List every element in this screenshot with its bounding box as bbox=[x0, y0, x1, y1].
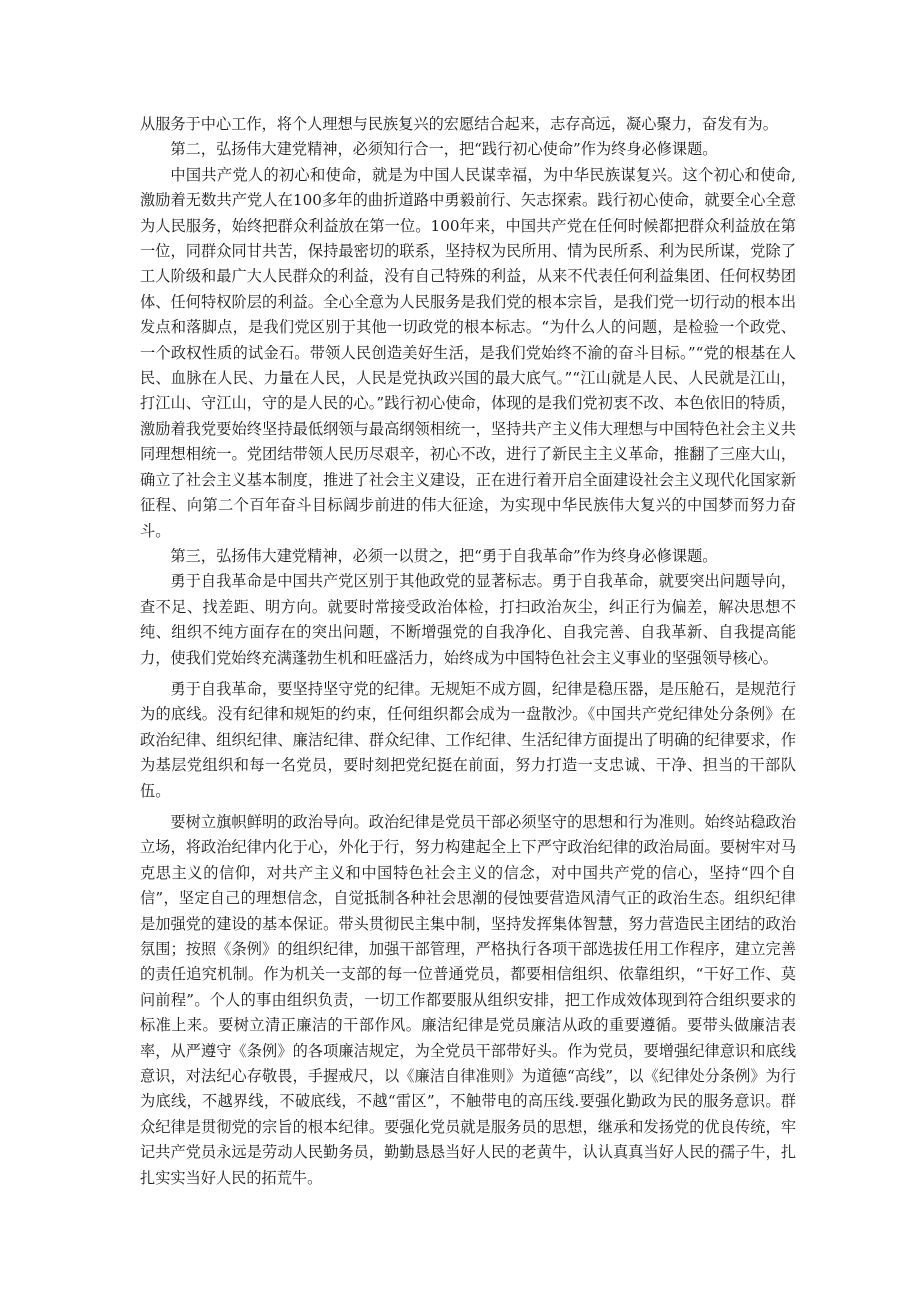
document-page bbox=[140, 112, 796, 1191]
heading-third-point: 第三，弘扬伟大建党精神，必须一以贯之，把“勇于自我革命”作为终身必修课题。 bbox=[170, 546, 718, 565]
heading-second-point: 第二，弘扬伟大建党精神，必须知行合一，把“践行初心使命”作为终身必修课题。 bbox=[170, 140, 718, 159]
paragraph-continuation: 从服务于中心工作，将个人理想与民族复兴的宏愿结合起来，志存高远，凝心聚力，奋发有为。 bbox=[140, 115, 778, 133]
paragraph-political-orientation: 要树立旗帜鲜明的政治导向。政治纪律是党员干部必须坚守的思想和行为准则。始终站稳政治立场，将政治纪律内化于心，外化于行，努力构建起全上下严守政治纪律的政治局面。要树牢对马克思主义的信仰，对共产主义和中国特色社会主义的信念，对中国共产党的信心，坚持“四个自信”，坚定自己的理想信念，自觉抵制各种社会思潮的侵蚀要营造风清气正的政治生态。组织纪律是加强党的建设的基本保证。带头贯彻民主集中制，坚持发挥集体智慧，努力营造民主团结的政治氛围；按照《条例》的组织纪律，加强干部管理，严格执行各项干部选拔任用工作程序，建立完善的责任追究机制。作为机关一支部的每一位普通党员，都要相信组织、依靠组织，“干好工作、莫问前程”。个人的事由组织负责，一切工作都要服从组织安排，把工作成效体现到符合组织要求的标准上来。要树立清正廉洁的干部作风。廉洁纪律是党员廉洁从政的重要遵循。要带头做廉洁表率，从严遵守《条例》的各项廉洁规定，为全党员干部带好头。作为党员，要增强纪律意识和底线意识，对法纪心存敬畏，手握戒尺，以《廉洁自律准则》为道德“高线”，以《纪律处分条例》为行为底线，不越界线，不破底线，不越“雷区”，不触带电的高压线.要强化勤政为民的服务意识。群众纪律是贯彻党的宗旨的根本纪律。要强化党员就是服务员的思想，继承和发扬党的优良传统，牢记共产党员永远是劳动人民勤务员，勤勤恳恳当好人民的老黄牛，认认真真当好人民的孺子牛，扎扎实实当好人民的拓荒牛。 bbox=[140, 812, 796, 1187]
paragraph-party-discipline: 勇于自我革命，要坚持坚守党的纪律。无规矩不成方圆，纪律是稳压器，是压舱石，是规范行为的底线。没有纪律和规矩的约束，任何组织都会成为一盘散沙。《中国共产党纪律处分条例》在政治纪律、组织纪律、廉洁纪律、群众纪律、工作纪律、生活纪律方面提出了明确的纪律要求，作为基层党组织和每一名党员，要时刻把党纪挺在前面，努力打造一支忠诚、干净、担当的干部队伍。 bbox=[140, 679, 796, 800]
paragraph-self-revolution: 勇于自我革命是中国共产党区别于其他政党的显著标志。勇于自我革命，就要突出问题导向，查不足、找差距、明方向。就要时常接受政治体检，打扫政治灰尘，纠正行为偏差，解决思想不纯、组织不纯方面存在的突出问题，不断增强党的自我净化、自我完善、自我革新、自我提高能力，使我们党始终充满蓬勃生机和旺盛活力，始终成为中国特色社会主义事业的坚强领导核心。 bbox=[140, 572, 796, 667]
paragraph-original-mission: 中国共产党人的初心和使命，就是为中国人民谋幸福，为中华民族谋复兴。这个初心和使命,激励着无数共产党人在100多年的曲折道路中勇毅前行、矢志探索。践行初心使命，就要全心全意为人民服务，始终把群众利益放在第一位。100年来，中国共产党在任何时候都把群众利益放在第一位，同群众同甘共苦，保持最密切的联系，坚持权为民所用、情为民所系、利为民所谋，党除了工人阶级和最广大人民群众的利益，没有自己特殊的利益，从来不代表任何利益集团、任何权势团体、任何特权阶层的利益。全心全意为人民服务是我们党的根本宗旨，是我们党一切行动的根本出发点和落脚点，是我们党区别于其他一切政党的根本标志。“为什么人的问题，是检验一个政党、一个政权性质的试金石。带领人民创造美好生活，是我们党始终不渝的奋斗目标。”“党的根基在人民、血脉在人民、力量在人民，人民是党执政兴国的最大底气。”“江山就是人民、人民就是江山，打江山、守江山，守的是人民的心。”践行初心使命，体现的是我们党初衷不改、本色依旧的特质，激励着我党要始终坚持最低纲领与最高纲领相统一，坚持共产主义伟大理想与中国特色社会主义共同理想相统一。党团结带领人民历尽艰辛，初心不改，进行了新民主主义革命，推翻了三座大山，确立了社会主义基本制度，推进了社会主义建设，正在进行着开启全面建设社会主义现代化国家新征程、向第二个百年奋斗目标阔步前进的伟大征途，为实现中华民族伟大复兴的中国梦而努力奋斗。 bbox=[140, 165, 796, 540]
